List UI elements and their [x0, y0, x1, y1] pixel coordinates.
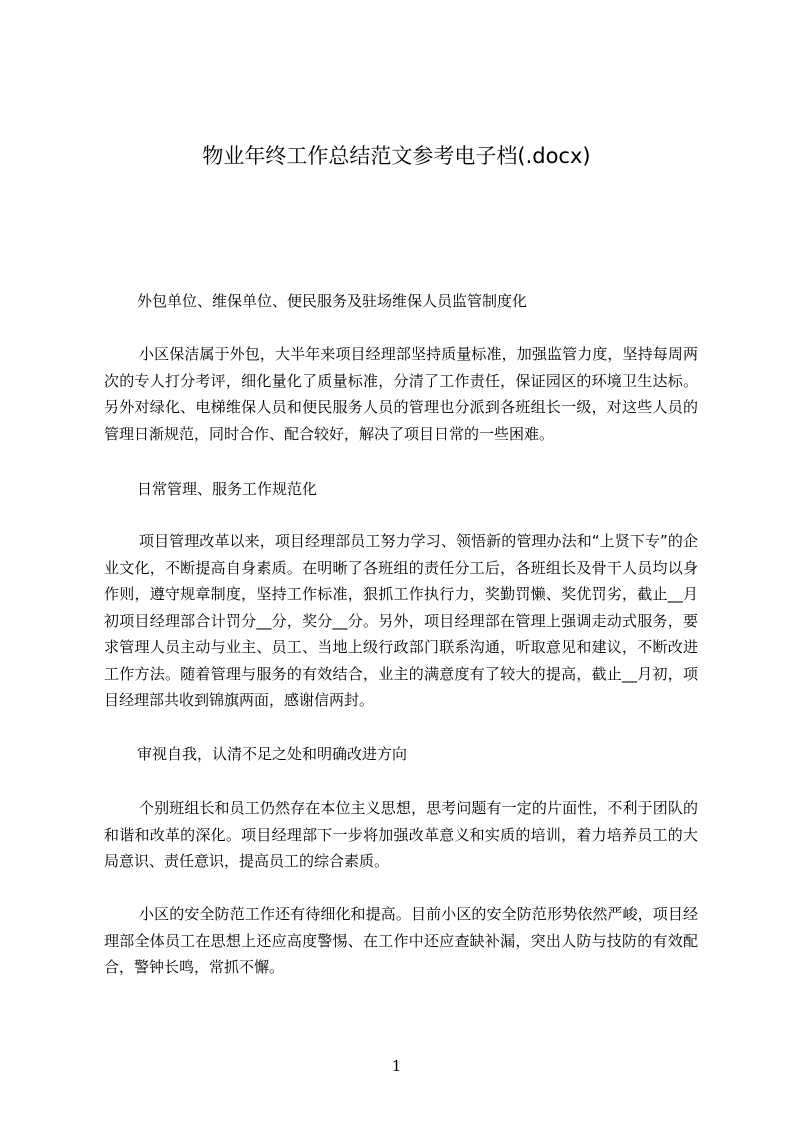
page-number: 1	[391, 1057, 402, 1075]
paragraph-team-issues: 个别班组长和员工仍然存在本位主义思想，思考问题有一定的片面性，不利于团队的和谐和改革的深化。项目经理部下一步将加强改革意义和实质的培训，着力培养员工的大局意识、责任意识，提高员工的综合素质。	[104, 799, 698, 870]
paragraph-security: 小区的安全防范工作还有待细化和提高。目前小区的安全防范形势依然严峻，项目经理部全体员工在思想上还应高度警惕、在工作中还应查缺补漏，突出人防与技防的有效配合，警钟长鸣，常抓不懈。	[104, 905, 698, 976]
paragraph-management-reform: 项目管理改革以来，项目经理部员工努力学习、领悟新的管理办法和“上贤下专”的企业文化，不断提高自身素质。在明晰了各班组的责任分工后，各班组长及骨干人员均以身作则，遵守规章制度，坚持工作标准，狠抓工作执行力，奖勤罚懒、奖优罚劣，截止__月初项目经理部合计罚分__分，奖分__分。另外，项目经理部在管理上强调走动式服务，要求管理人员主动与业主、员工、当地上级行政部门联系沟通，听取意见和建议，不断改进工作方法。随着管理与服务的有效结合，业主的满意度有了较大的提高，截止__月初，项目经理部共收到锦旗两面，感谢信两封。	[104, 532, 698, 709]
section-heading-outsourcing: 外包单位、维保单位、便民服务及驻场维保人员监管制度化	[137, 292, 528, 310]
document-title: 物业年终工作总结范文参考电子档(.docx)	[202, 144, 591, 168]
paragraph-cleaning: 小区保洁属于外包，大半年来项目经理部坚持质量标准，加强监管力度，坚持每周两次的专人打分考评，细化量化了质量标准，分清了工作责任，保证园区的环境卫生达标。另外对绿化、电梯维保人员和便民服务人员的管理也分派到各班组长一级，对这些人员的管理日渐规范，同时合作、配合较好，解决了项目日常的一些困难。	[104, 345, 698, 443]
section-heading-self-review: 审视自我，认清不足之处和明确改进方向	[137, 745, 408, 763]
section-heading-daily-management: 日常管理、服务工作规范化	[137, 480, 318, 498]
